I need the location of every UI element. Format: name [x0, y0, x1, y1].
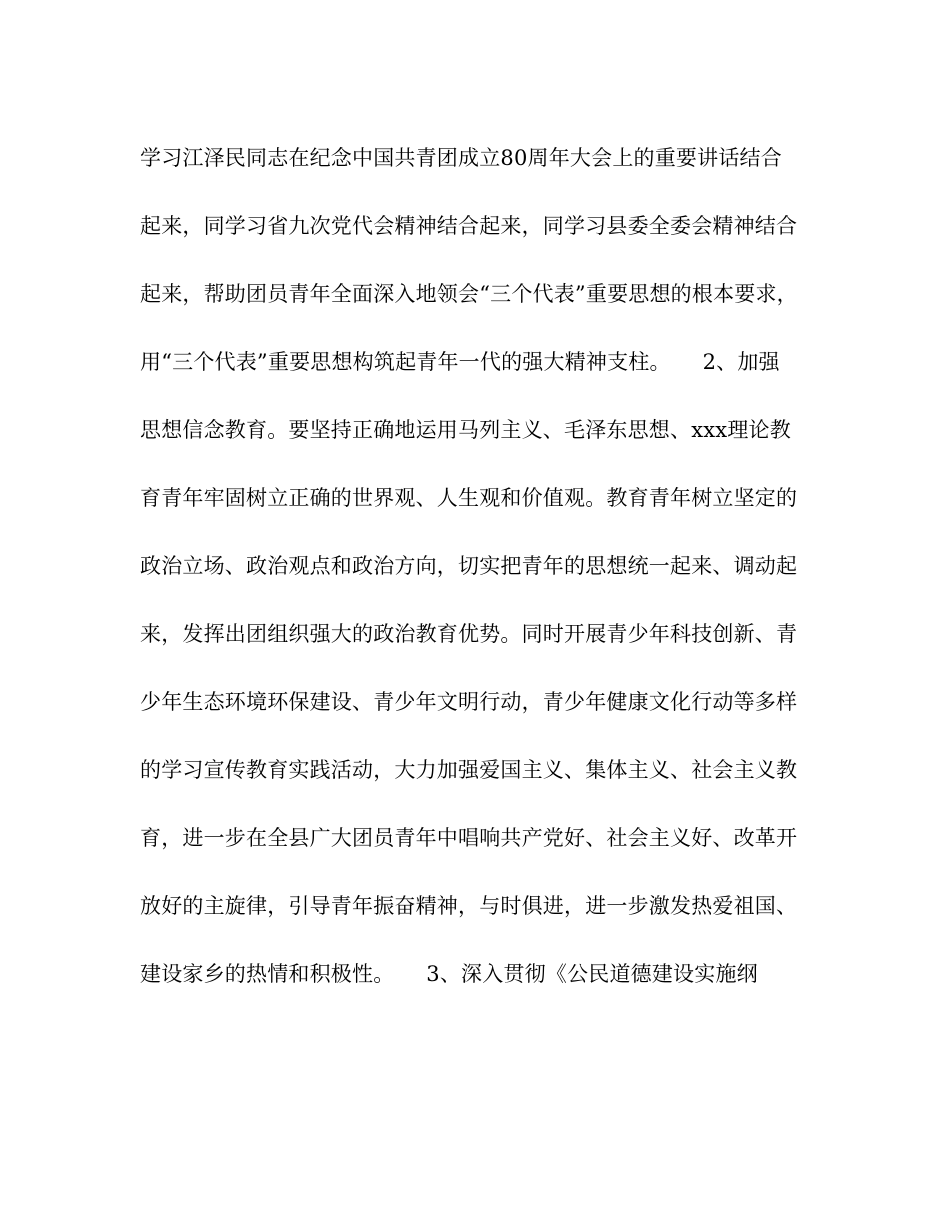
text-line-12: 放好的主旋律，引导青年振奋精神，与时俱进，进一步激发热爱祖国、	[140, 894, 798, 918]
text-line-4: 用“三个代表”重要思想构筑起青年一代的强大精神支柱。 2、加强	[140, 350, 780, 374]
text-line-3: 起来，帮助团员青年全面深入地领会“三个代表”重要思想的根本要求，	[140, 282, 798, 306]
text-line-2: 起来，同学习省九次党代会精神结合起来，同学习县委全委会精神结合	[140, 214, 798, 238]
text-line-11: 育，进一步在全县广大团员青年中唱响共产党好、社会主义好、改革开	[140, 826, 798, 850]
text-line-1: 学习江泽民同志在纪念中国共青团成立80周年大会上的重要讲话结合	[140, 146, 782, 170]
text-line-7: 政治立场、政治观点和政治方向，切实把青年的思想统一起来、调动起	[140, 554, 798, 578]
text-line-10: 的学习宣传教育实践活动，大力加强爱国主义、集体主义、社会主义教	[140, 758, 798, 782]
text-line-6: 育青年牢固树立正确的世界观、人生观和价值观。教育青年树立坚定的	[140, 486, 798, 510]
text-line-8: 来，发挥出团组织强大的政治教育优势。同时开展青少年科技创新、青	[140, 622, 798, 646]
text-line-5: 思想信念教育。要坚持正确地运用马列主义、毛泽东思想、xxx理论教	[140, 418, 791, 442]
body-text	[140, 138, 820, 1022]
text-line-9: 少年生态环境环保建设、青少年文明行动，青少年健康文化行动等多样	[140, 690, 798, 714]
text-line-13: 建设家乡的热情和积极性。 3、深入贯彻《公民道德建设实施纲	[140, 962, 758, 986]
